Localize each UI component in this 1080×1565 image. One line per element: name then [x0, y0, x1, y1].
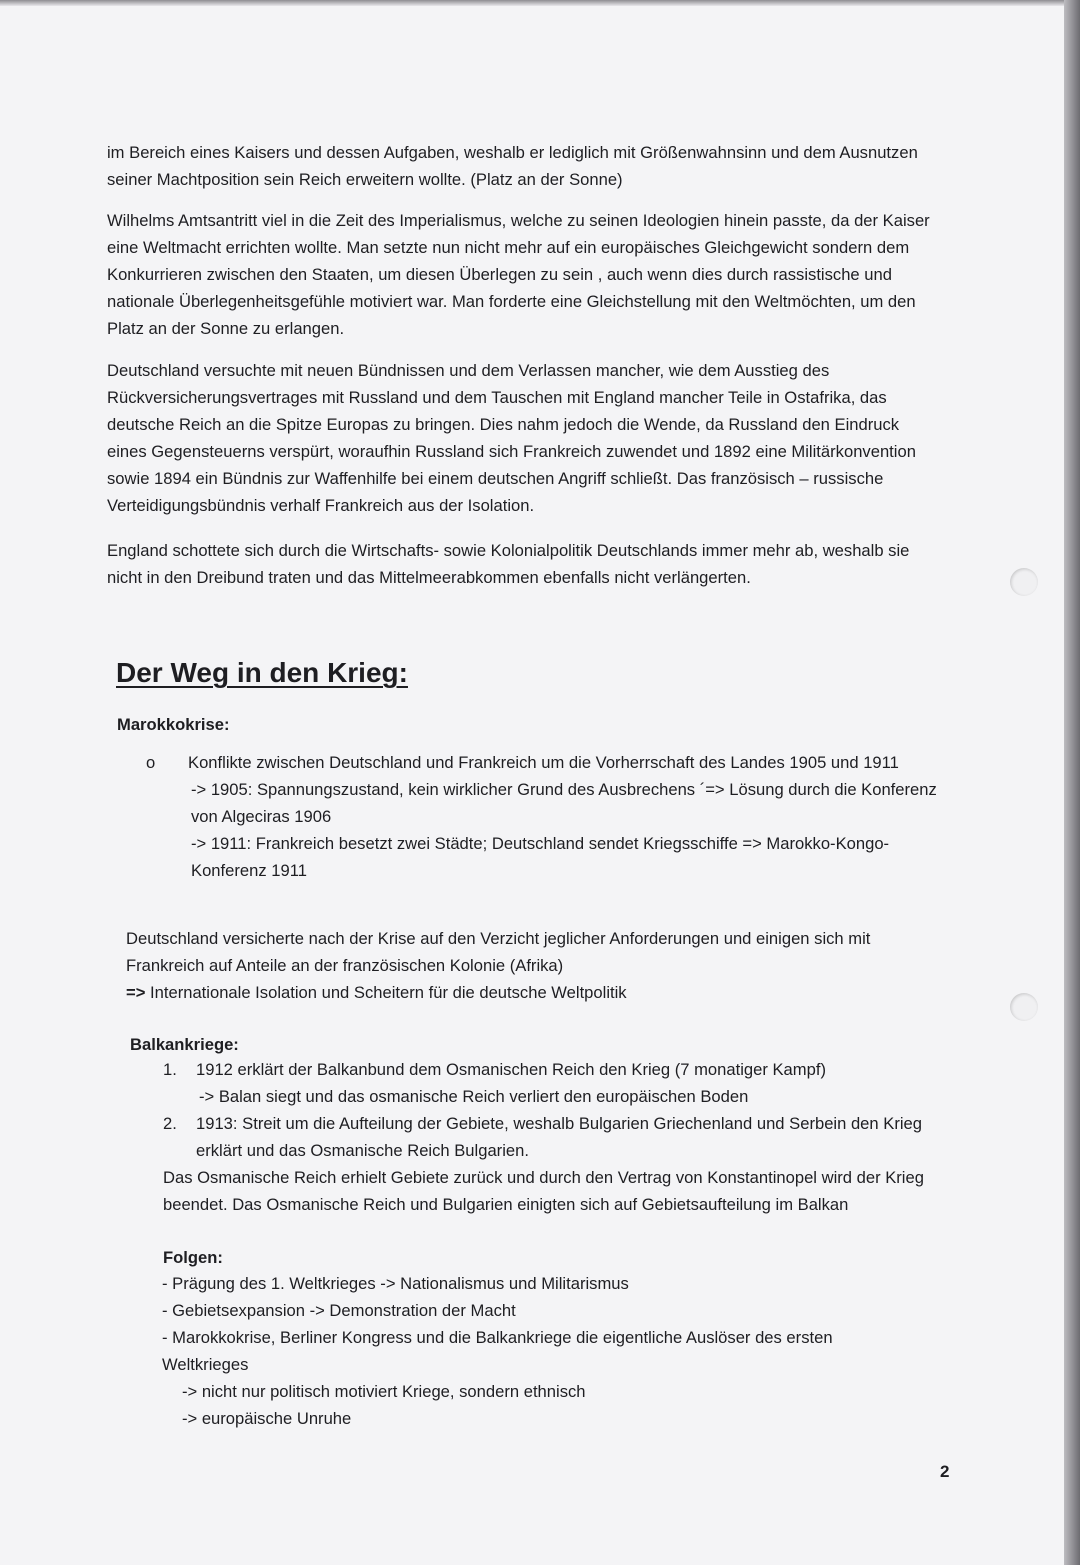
list-number: 1.	[163, 1060, 177, 1079]
intro-paragraph-2	[107, 207, 942, 342]
marokko-sub-1905: -> 1905: Spannungszustand, kein wirklicher Grund des Ausbrechens ´=> Lösung durch die Konferenz von Algeciras 1906	[191, 780, 937, 826]
bullet-marker: o	[146, 753, 156, 772]
marokko-bullet-text: Konflikte zwischen Deutschland und Frankreich um die Vorherrschaft des Landes 1905 und 1911	[188, 753, 899, 772]
paragraph-text: Deutschland versicherte nach der Krise auf den Verzicht jeglicher Anforderungen und einigen sich mit Frankreich auf Anteile an der französischen Kolonie (Afrika)	[126, 929, 871, 975]
result-text: Internationale Isolation und Scheitern für die deutsche Weltpolitik	[150, 983, 627, 1002]
intro-paragraph-4	[107, 537, 942, 591]
folgen-line: - Gebietsexpansion -> Demonstration der Macht	[162, 1301, 516, 1320]
folgen-sub-line: -> europäische Unruhe	[182, 1409, 352, 1428]
marokko-sub-1911: -> 1911: Frankreich besetzt zwei Städte; Deutschland sendet Kriegsschiffe => Marokko-Kongo-Konferenz 1911	[191, 834, 890, 880]
page-number: 2	[940, 1462, 950, 1481]
list-item	[163, 1110, 943, 1164]
list-item	[163, 1056, 943, 1110]
list-item-sub: -> Balan siegt und das osmanische Reich verliert den europäischen Boden	[199, 1087, 749, 1106]
list-item-text: 1912 erklärt der Balkanbund dem Osmanischen Reich den Krieg (7 monatiger Kampf)	[196, 1060, 826, 1079]
intro-paragraph-3	[107, 357, 942, 519]
result-arrow: =>	[126, 983, 146, 1002]
balkan-summary	[163, 1164, 943, 1218]
folgen-sub-line: -> nicht nur politisch motiviert Kriege, sondern ethnisch	[182, 1382, 586, 1401]
paragraph-text: Das Osmanische Reich erhielt Gebiete zurück und durch den Vertrag von Konstantinopel wird der Krieg beendet. Das Osmanische Reich und Bulgarien einigten sich auf Gebietsaufteilung im Balkan	[163, 1168, 924, 1214]
folgen-heading: Folgen:	[163, 1248, 223, 1267]
paragraph-text: im Bereich eines Kaisers und dessen Aufgaben, weshalb er lediglich mit Größenwahnsinn und dem Ausnutzen seiner Machtposition sein Reich erweitern wollte. (Platz an der Sonne)	[107, 143, 918, 189]
folgen-line: - Prägung des 1. Weltkrieges -> Nationalismus und Militarismus	[162, 1274, 629, 1293]
paragraph-text: Wilhelms Amtsantritt viel in die Zeit des Imperialismus, welche zu seinen Ideologien hinein passte, da der Kaiser eine Weltmacht errichten wollte. Man setzte nun nicht mehr auf ein europäisches Gleichgewicht sondern dem Konkurrieren zwischen den Staaten, um diesen Überlegen zu sein , auch wenn dies durch rassistische und nationale Überlegenheitsgefühle motiviert war. Man forderte eine Gleichstellung mit den Weltmöchten, um den Platz an der Sonne zu erlangen.	[107, 211, 930, 338]
balkan-list	[163, 1056, 943, 1164]
folgen-line: - Marokkokrise, Berliner Kongress und die Balkankriege die eigentliche Auslöser des ersten Weltkrieges	[162, 1328, 833, 1374]
paragraph-text: Deutschland versuchte mit neuen Bündnissen und dem Verlassen mancher, wie dem Ausstieg des Rückversicherungsvertrages mit Russland und dem Tauschen mit England mancher Teile in Ostafrika, das deutsche Reich an die Spitze Europas zu bringen. Dies nahm jedoch die Wende, da Russland den Eindruck eines Gegensteuerns verspürt, woraufhin Russland sich Frankreich zuwendet und 1892 eine Militärkonvention sowie 1894 ein Bündnis zur Waffenhilfe bei einem deutschen Angriff schließt. Das französisch – russische Verteidigungsbündnis verhalf Frankreich aus der Isolation.	[107, 361, 916, 515]
list-item-text: 1913: Streit um die Aufteilung der Gebiete, weshalb Bulgarien Griechenland und Serbein den Krieg erklärt und das Osmanische Reich Bulgarien.	[196, 1114, 922, 1160]
section-title: Der Weg in den Krieg:	[116, 657, 408, 688]
folgen-list	[162, 1270, 902, 1432]
marokko-result	[126, 979, 941, 1006]
list-number: 2.	[163, 1114, 177, 1133]
balkan-heading: Balkankriege:	[130, 1035, 239, 1054]
paragraph-text: England schottete sich durch die Wirtschafts- sowie Kolonialpolitik Deutschlands immer mehr ab, weshalb sie nicht in den Dreibund traten und das Mittelmeerabkommen ebenfalls nicht verlängerten.	[107, 541, 910, 587]
marokko-summary	[126, 925, 941, 1006]
intro-paragraph-1	[107, 139, 942, 193]
marokko-bullet	[116, 749, 946, 884]
marokko-heading: Marokkokrise:	[117, 715, 230, 734]
punch-hole	[1010, 993, 1038, 1021]
punch-hole	[1010, 568, 1038, 596]
page-top-shadow	[0, 0, 1064, 6]
page-edge	[1064, 0, 1080, 1565]
